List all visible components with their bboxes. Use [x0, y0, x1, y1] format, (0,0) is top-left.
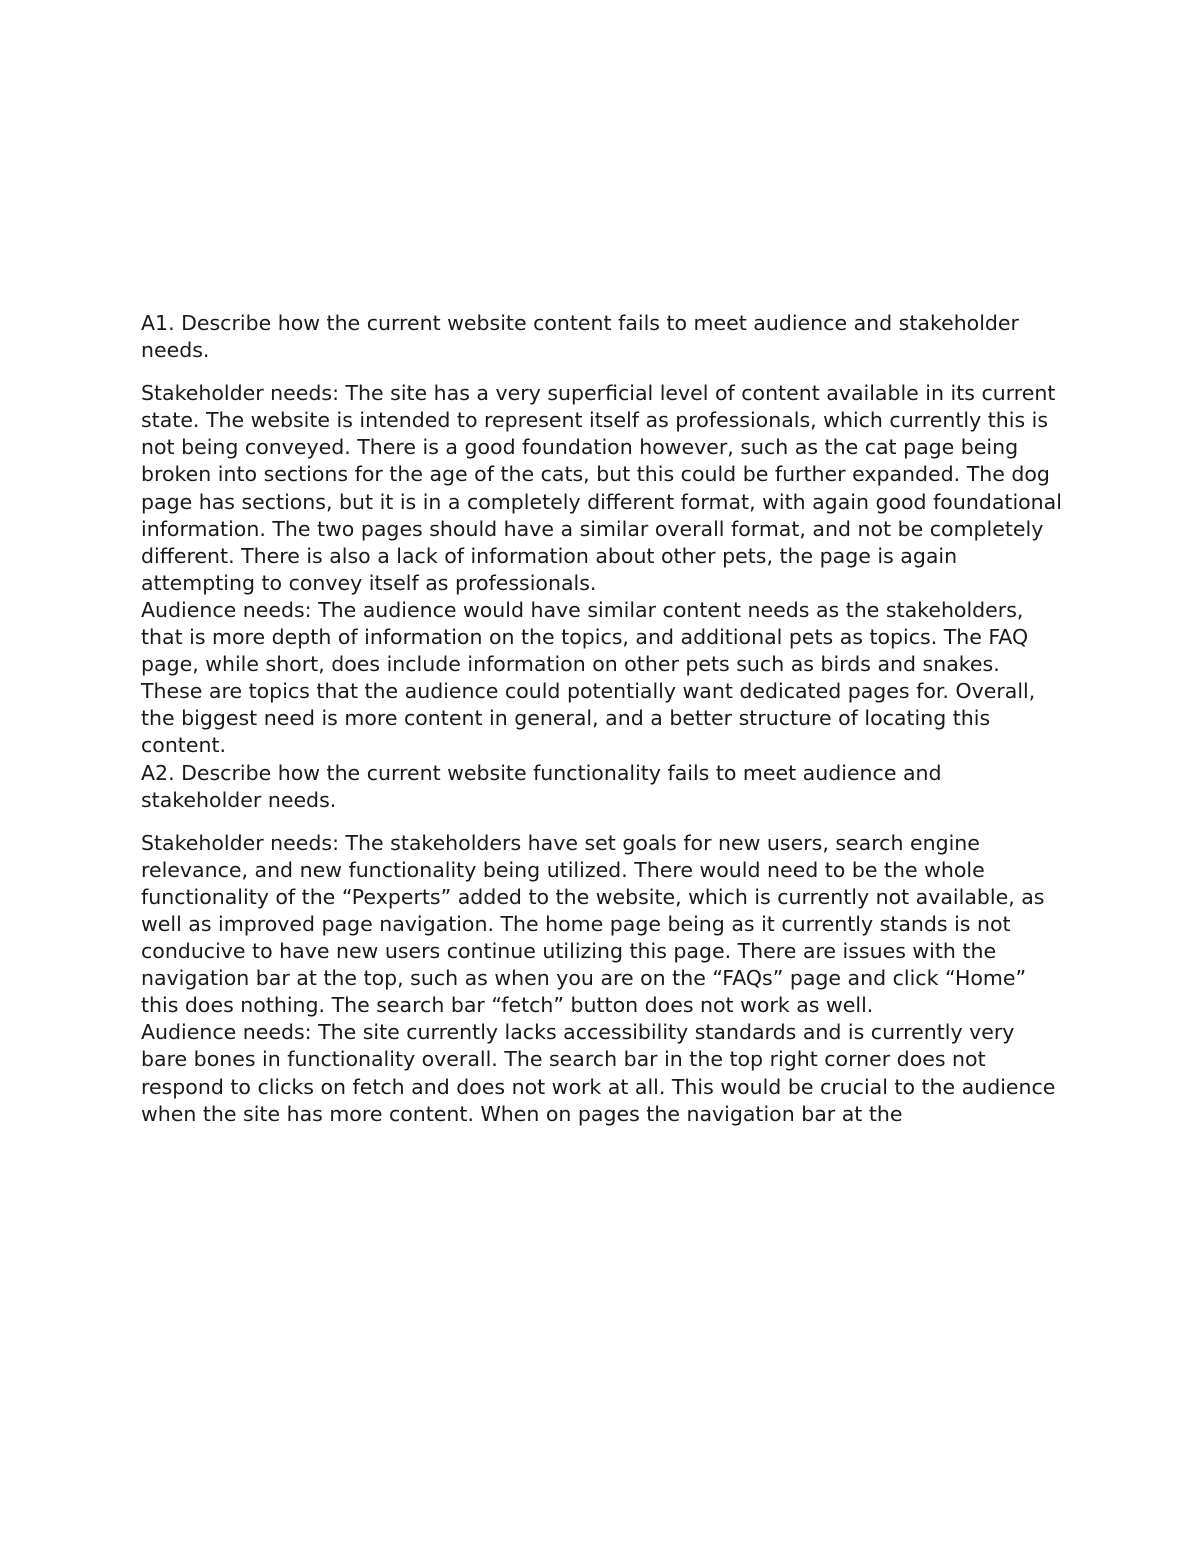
a2-stakeholder-needs: Stakeholder needs: The stakeholders have set goals for new users, search engine relevance, and new functionality being utilized. There would need to be the whole functionality of the “Pexperts” added to the website, which is currently not available, as well as improved page navigation. The home page being as it currently stands is not conducive to have new users continue utilizing this page. There are issues with the navigation bar at the top, such as when you are on the “FAQs” page and click “Home” this does nothing. The search bar “fetch” button does not work as well.	[141, 830, 1045, 1018]
a1-question: A1. Describe how the current website content fails to meet audience and stakeholder needs.	[141, 311, 1019, 363]
a2-audience-needs: Audience needs: The site currently lacks accessibility standards and is currently very bare bones in functionality overall. The search bar in the top right corner does not respond to clicks on fetch and does not work at all. This would be crucial to the audience when the site has more content. When on pages the navigation bar at the	[141, 1020, 1056, 1126]
a1-audience-needs: Audience needs: The audience would have similar content needs as the stakeholders, that is more depth of information on the topics, and additional pets as topics. The FAQ page, while short, does include information on other pets such as birds and snakes. These are topics that the audience could potentially want dedicated pages for. Overall, the biggest need is more content in general, and a better structure of locating this content.	[141, 597, 1036, 758]
a1-stakeholder-needs: Stakeholder needs: The site has a very superficial level of content available in its current state. The website is intended to represent itself as professionals, which currently this is not being conveyed. There is a good foundation however, such as the cat page being broken into sections for the age of the cats, but this could be further expanded. The dog page has sections, but it is in a completely different format, with again good foundational information. The two pages should have a similar overall format, and not be completely different. There is also a lack of information about other pets, the page is again attempting to convey itself as professionals.	[141, 381, 1062, 595]
a2-question: A2. Describe how the current website functionality fails to meet audience and stakeholder needs.	[141, 760, 942, 812]
document-body	[141, 310, 1066, 1128]
